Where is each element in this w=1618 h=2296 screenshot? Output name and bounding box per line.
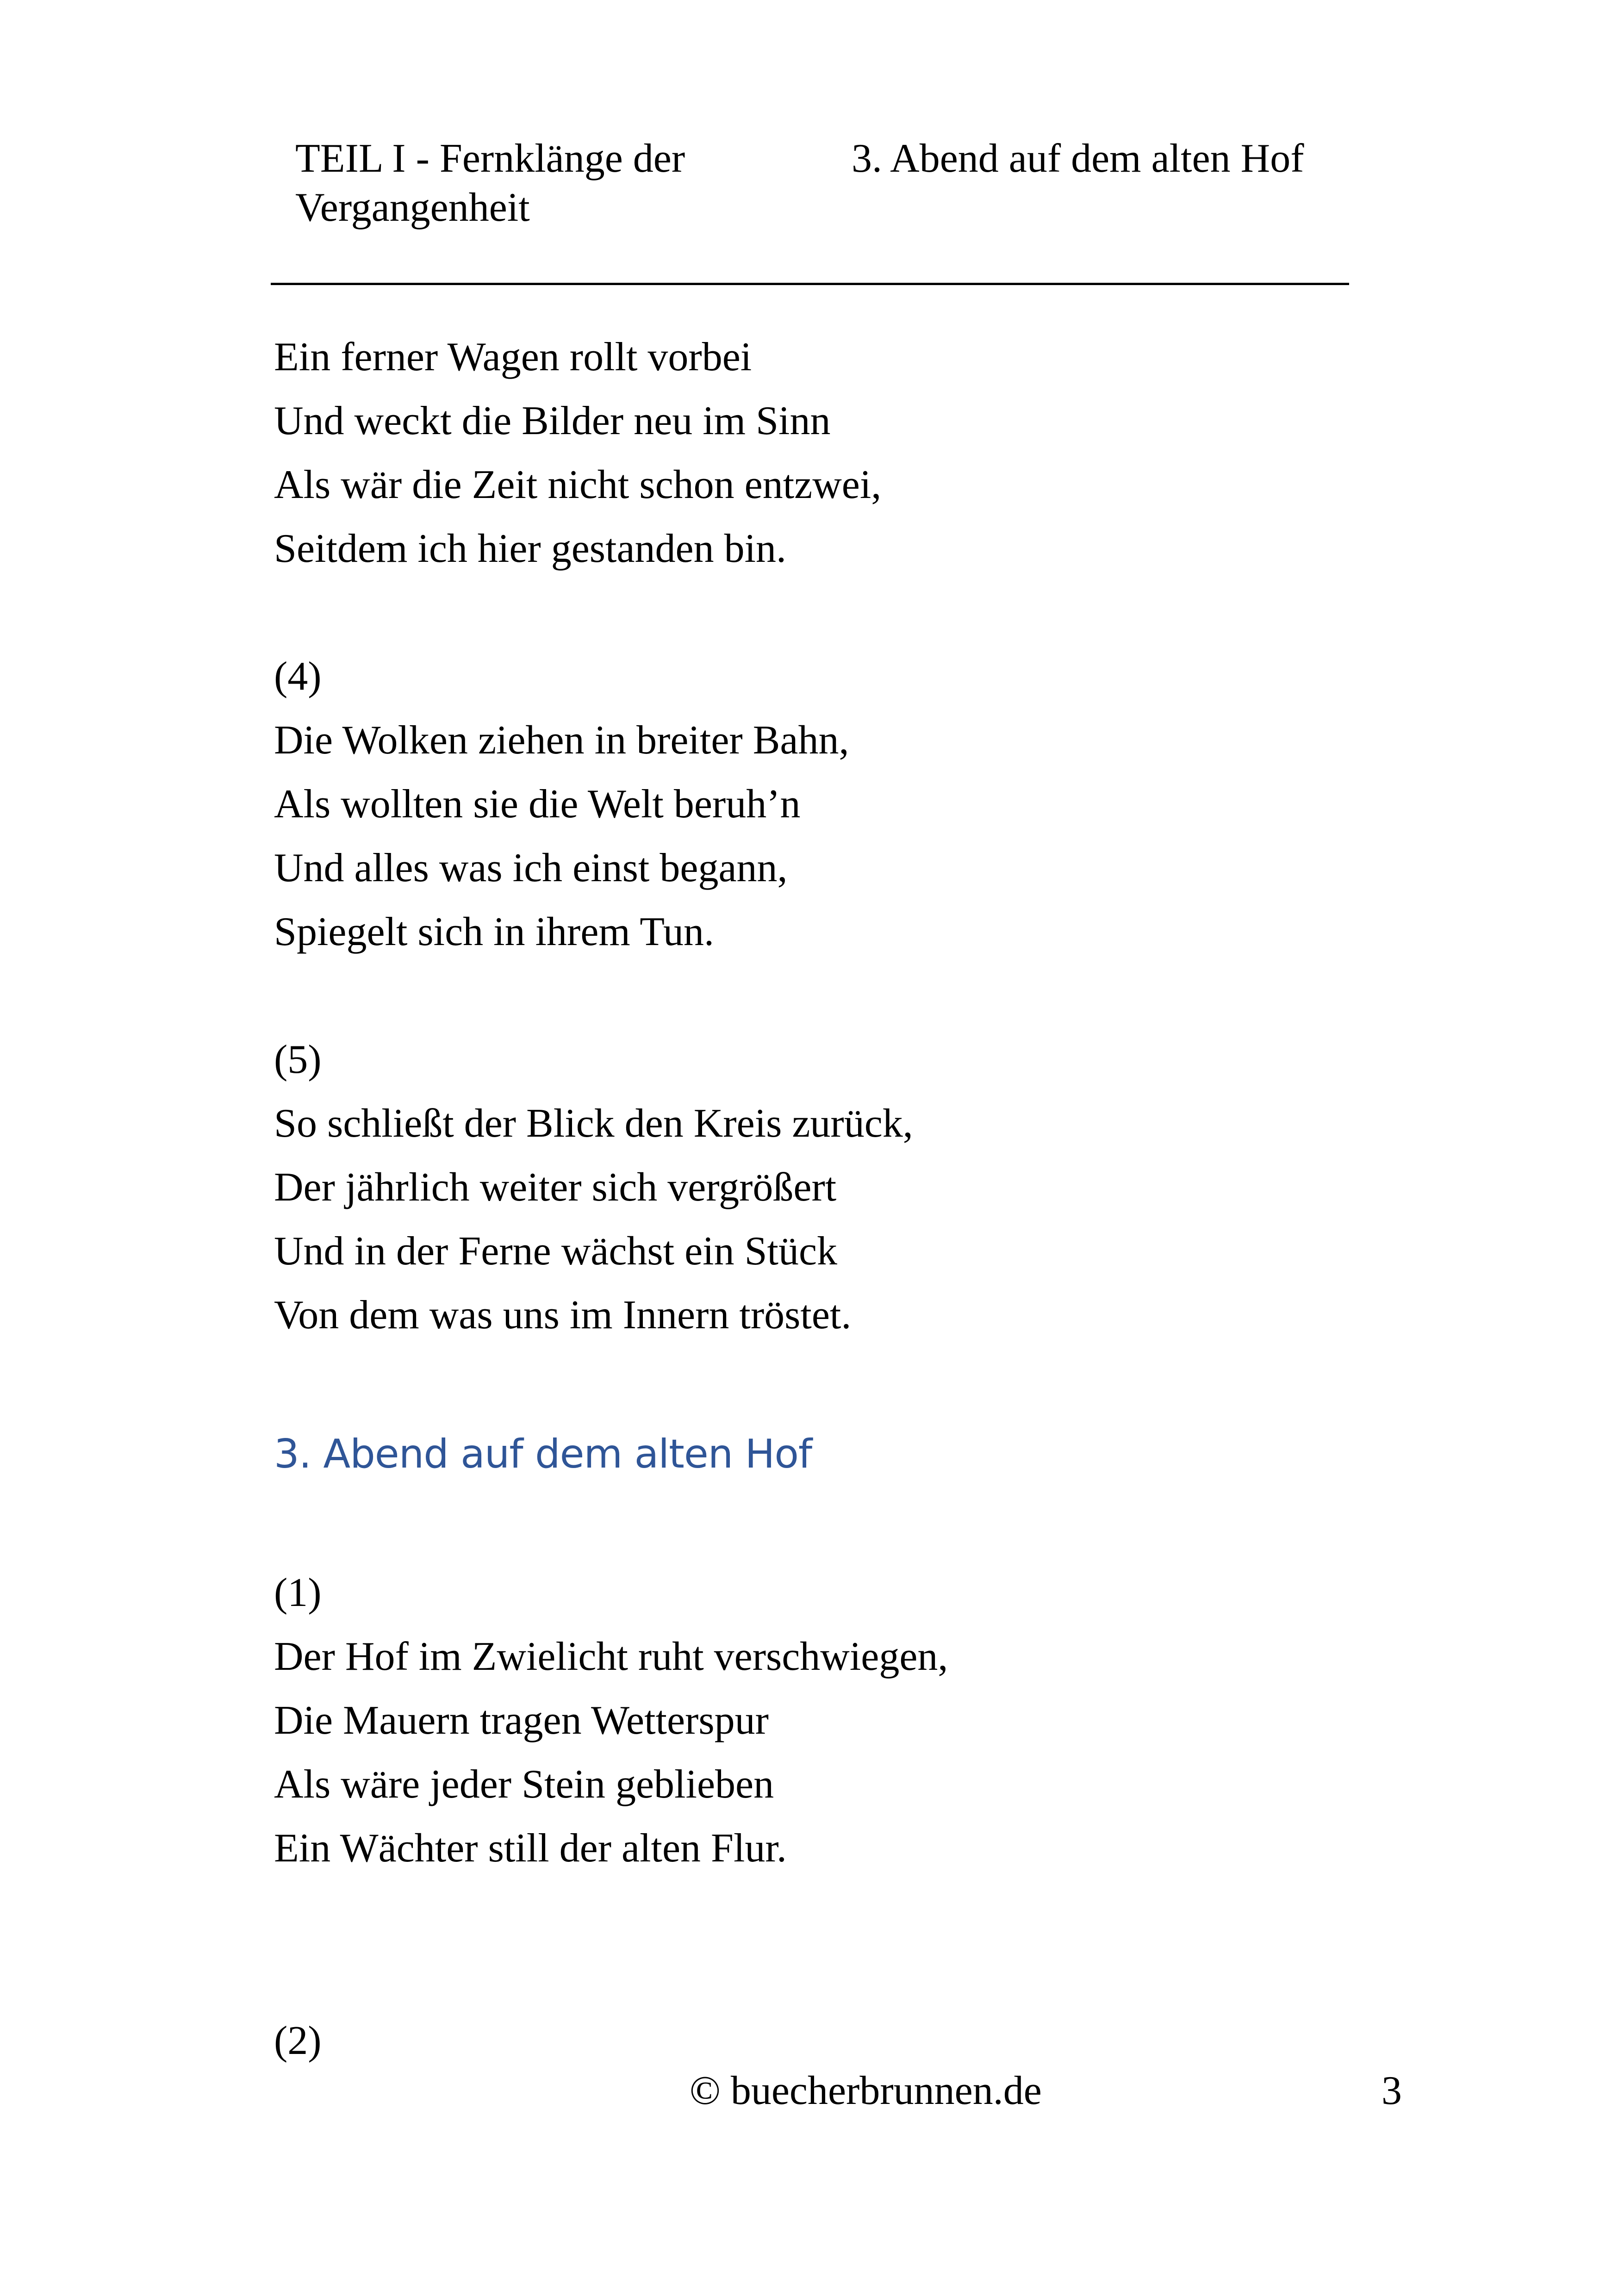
verse-line: Als wollten sie die Welt beruh’n (274, 782, 801, 827)
stanza-number: (2) (274, 2018, 322, 2063)
section-heading: 3. Abend auf dem alten Hof (274, 1431, 812, 1477)
verse-line: Und weckt die Bilder neu im Sinn (274, 398, 831, 443)
verse-line: Die Wolken ziehen in breiter Bahn, (274, 718, 849, 763)
verse-line: Ein ferner Wagen rollt vorbei (274, 335, 752, 380)
verse-line: Und in der Ferne wächst ein Stück (274, 1229, 838, 1274)
running-header-part-title-line1: TEIL I - Fernklänge der (295, 136, 685, 181)
stanza-number: (5) (274, 1037, 322, 1082)
verse-line: Als wäre jeder Stein geblieben (274, 1762, 774, 1807)
page-number: 3 (1382, 2068, 1402, 2113)
verse-line: Ein Wächter still der alten Flur. (274, 1826, 787, 1871)
running-header-left (295, 134, 828, 232)
verse-line: So schließt der Blick den Kreis zurück, (274, 1101, 913, 1146)
verse-line: Der Hof im Zwielicht ruht verschwiegen, (274, 1634, 948, 1679)
verse-line: Von dem was uns im Innern tröstet. (274, 1293, 852, 1338)
verse-line: Der jährlich weiter sich vergrößert (274, 1165, 837, 1210)
footer-copyright: © buecherbrunnen.de (690, 2068, 1042, 2113)
verse-line: Und alles was ich einst begann, (274, 846, 788, 890)
verse-line: Seitdem ich hier gestanden bin. (274, 526, 787, 571)
header-divider (271, 283, 1349, 285)
stanza-number: (1) (274, 1570, 322, 1615)
stanza-number: (4) (274, 654, 322, 699)
verse-line: Spiegelt sich in ihrem Tun. (274, 909, 714, 954)
verse-line: Die Mauern tragen Wetterspur (274, 1698, 769, 1743)
running-header-part-title-line2: Vergangenheit (295, 185, 530, 230)
running-header-chapter-title: 3. Abend auf dem alten Hof (852, 136, 1304, 181)
verse-line: Als wär die Zeit nicht schon entzwei, (274, 462, 882, 507)
